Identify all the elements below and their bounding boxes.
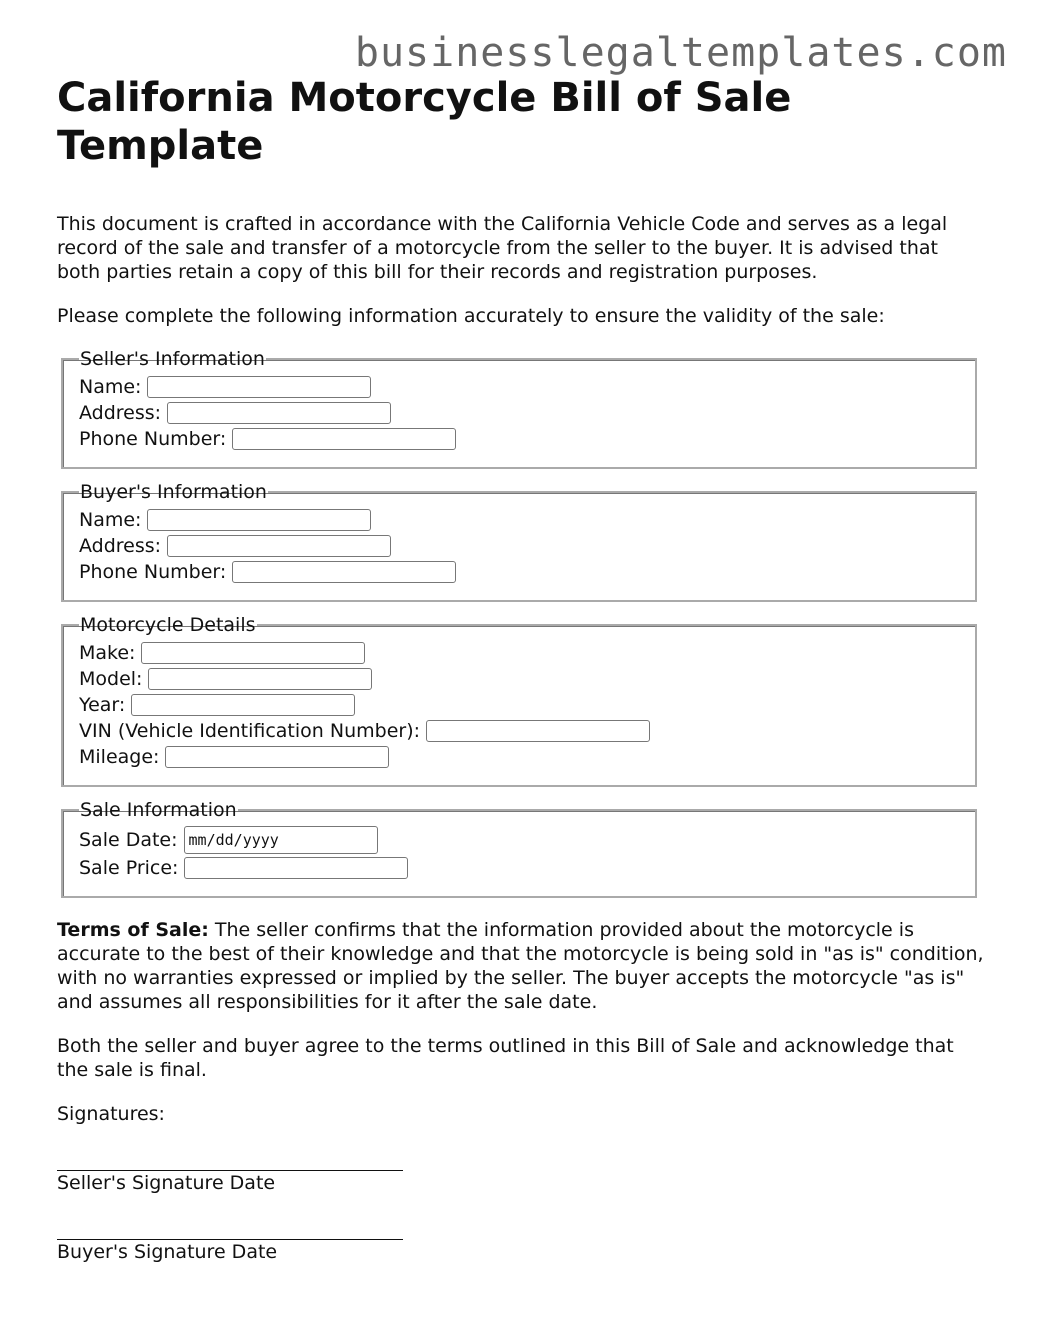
buyer-phone-label: Phone Number: (79, 560, 227, 583)
buyer-name-input[interactable] (147, 509, 371, 531)
terms-text: The seller confirms that the information provided about the motorcycle is accurate to the best of their knowledge and that the motorcycle is being sold in "as is" condition, with no warranties expressed or implied by the seller. The buyer accepts the motorcycle "as is" and assumes all responsibilities for it after the sale date. (57, 919, 984, 1013)
buyer-legend: Buyer's Information (80, 481, 267, 503)
seller-address-label: Address: (79, 401, 162, 424)
year-input[interactable] (131, 694, 355, 716)
terms-heading: Terms of Sale: (57, 919, 209, 941)
document-body (57, 74, 987, 1264)
sale-information-section (61, 799, 977, 898)
sale-price-label: Sale Price: (79, 856, 179, 879)
buyer-address-label: Address: (79, 534, 162, 557)
year-label: Year: (79, 693, 126, 716)
vin-input[interactable] (426, 720, 650, 742)
buyer-signature-caption: Buyer's Signature Date (57, 1241, 278, 1263)
buyer-phone-input[interactable] (232, 561, 456, 583)
buyer-signature-block (57, 1217, 987, 1264)
terms-paragraph (57, 918, 987, 1014)
seller-address-input[interactable] (167, 402, 391, 424)
intro-paragraph: This document is crafted in accordance with the California Vehicle Code and serves as a legal record of the sale and transfer of a motorcycle from the seller to the buyer. It is advised that both parties retain a copy of this bill for their records and registration purposes. (57, 213, 948, 283)
make-label: Make: (79, 641, 136, 664)
buyer-address-input[interactable] (167, 535, 391, 557)
page-title: California Motorcycle Bill of Sale Template (57, 75, 792, 169)
seller-phone-input[interactable] (232, 428, 456, 450)
seller-phone-label: Phone Number: (79, 427, 227, 450)
watermark: businesslegaltemplates.com (354, 30, 1007, 76)
seller-name-label: Name: (79, 375, 142, 398)
signatures-heading: Signatures: (57, 1103, 165, 1125)
model-label: Model: (79, 667, 143, 690)
buyer-information-section (61, 481, 977, 602)
seller-legend: Seller's Information (80, 348, 265, 370)
sale-price-input[interactable] (184, 857, 408, 879)
sale-date-input[interactable]: mm/dd/yyyy (184, 826, 378, 854)
seller-information-section (61, 348, 977, 469)
buyer-name-label: Name: (79, 508, 142, 531)
mileage-label: Mileage: (79, 745, 160, 768)
seller-signature-line[interactable] (57, 1148, 403, 1171)
mileage-input[interactable] (165, 746, 389, 768)
motorcycle-details-section (61, 614, 977, 787)
vin-label: VIN (Vehicle Identification Number): (79, 719, 421, 742)
seller-signature-caption: Seller's Signature Date (57, 1172, 276, 1194)
motorcycle-legend: Motorcycle Details (80, 614, 256, 636)
sale-legend: Sale Information (80, 799, 237, 821)
seller-signature-block (57, 1148, 987, 1195)
buyer-signature-line[interactable] (57, 1217, 403, 1240)
model-input[interactable] (148, 668, 372, 690)
make-input[interactable] (141, 642, 365, 664)
agreement-paragraph: Both the seller and buyer agree to the terms outlined in this Bill of Sale and acknowledge that the sale is final. (57, 1035, 954, 1081)
instruction-paragraph: Please complete the following information accurately to ensure the validity of the sale: (57, 305, 885, 327)
seller-name-input[interactable] (147, 376, 371, 398)
sale-date-label: Sale Date: (79, 829, 178, 851)
